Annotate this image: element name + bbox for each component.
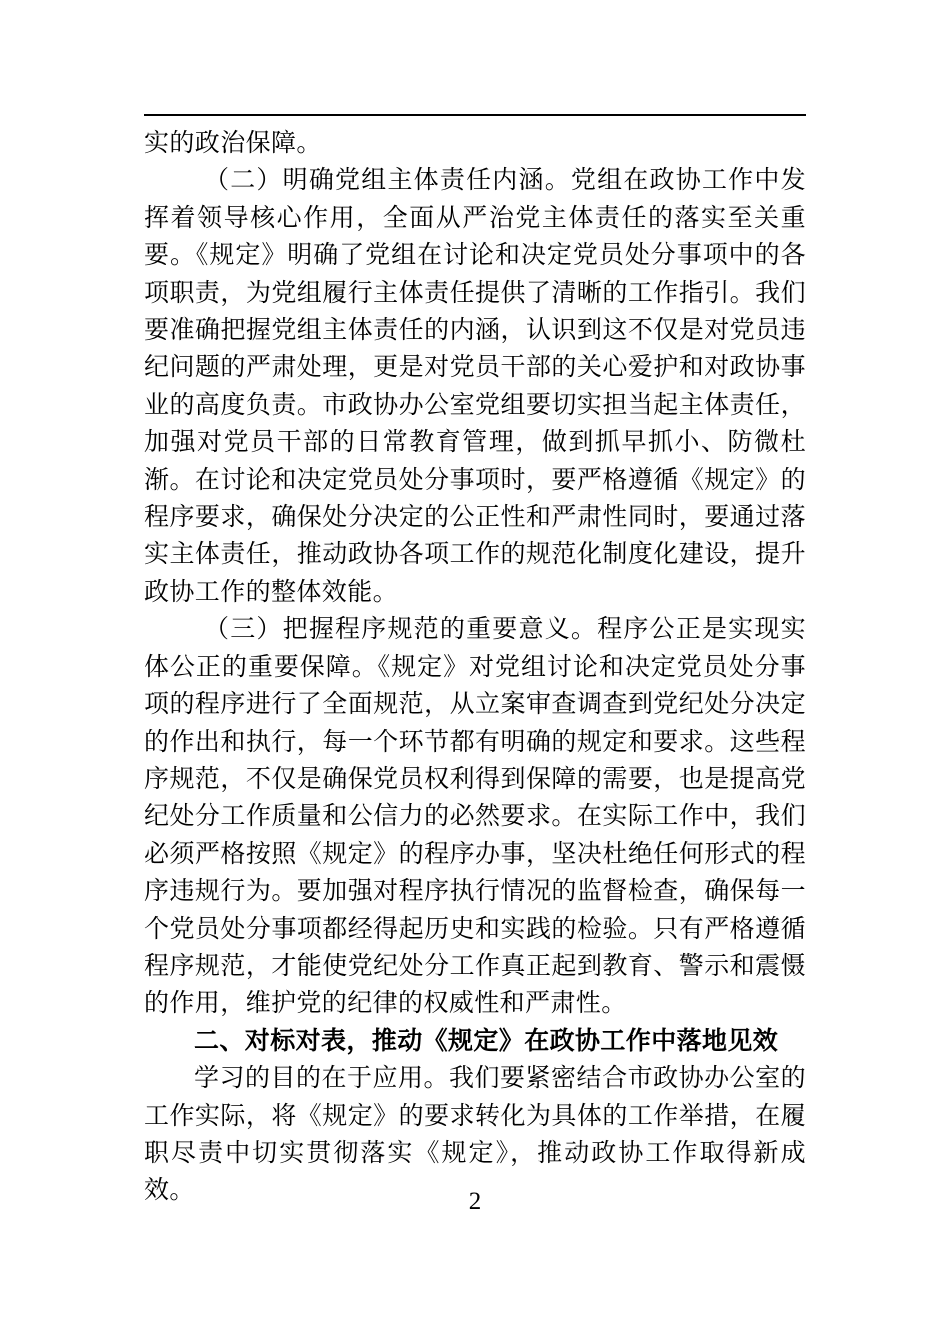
document-body <box>144 124 806 1209</box>
page-number: 2 <box>468 1188 482 1215</box>
paragraph-section-two: （二）明确党组主体责任内涵。党组在政协工作中发挥着领导核心作用，全面从严治党主体责任的落实至关重要。《规定》明确了党组在讨论和决定党员处分事项中的各项职责，为党组履行主体责任提供了清晰的工作指引。我们要准确把握党组主体责任的内涵，认识到这不仅是对党员违纪问题的严肃处理，更是对党员干部的关心爱护和对政协事业的高度负责。市政协办公室党组要切实担当起主体责任，加强对党员干部的日常教育管理，做到抓早抓小、防微杜渐。在讨论和决定党员处分事项时，要严格遵循《规定》的程序要求，确保处分决定的公正性和严肃性同时，要通过落实主体责任，推动政协各项工作的规范化制度化建设，提升政协工作的整体效能。 <box>144 165 806 606</box>
section-heading: 二、对标对表，推动《规定》在政协工作中落地见效 <box>194 1025 779 1055</box>
paragraph-section-three: （三）把握程序规范的重要意义。程序公正是实现实体公正的重要保障。《规定》对党组讨论和决定党员处分事项的程序进行了全面规范，从立案审查调查到党纪处分决定的作出和执行，每一个环节都有明确的规定和要求。这些程序规范，不仅是确保党员权利得到保障的需要，也是提高党纪处分工作质量和公信力的必然要求。在实际工作中，我们必须严格按照《规定》的程序办事，坚决杜绝任何形式的程序违规行为。要加强对程序执行情况的监督检查，确保每一个党员处分事项都经得起历史和实践的检验。只有严格遵循程序规范，才能使党纪处分工作真正起到教育、警示和震慑的作用，维护党的纪律的权威性和严肃性。 <box>144 614 806 1018</box>
paragraph-continuation: 实的政治保障。 <box>144 128 322 157</box>
header-rule <box>144 114 806 116</box>
paragraph-application: 学习的目的在于应用。我们要紧密结合市政协办公室的工作实际，将《规定》的要求转化为具体的工作举措，在履职尽责中切实贯彻落实《规定》，推动政协工作取得新成效。 <box>144 1063 806 1205</box>
